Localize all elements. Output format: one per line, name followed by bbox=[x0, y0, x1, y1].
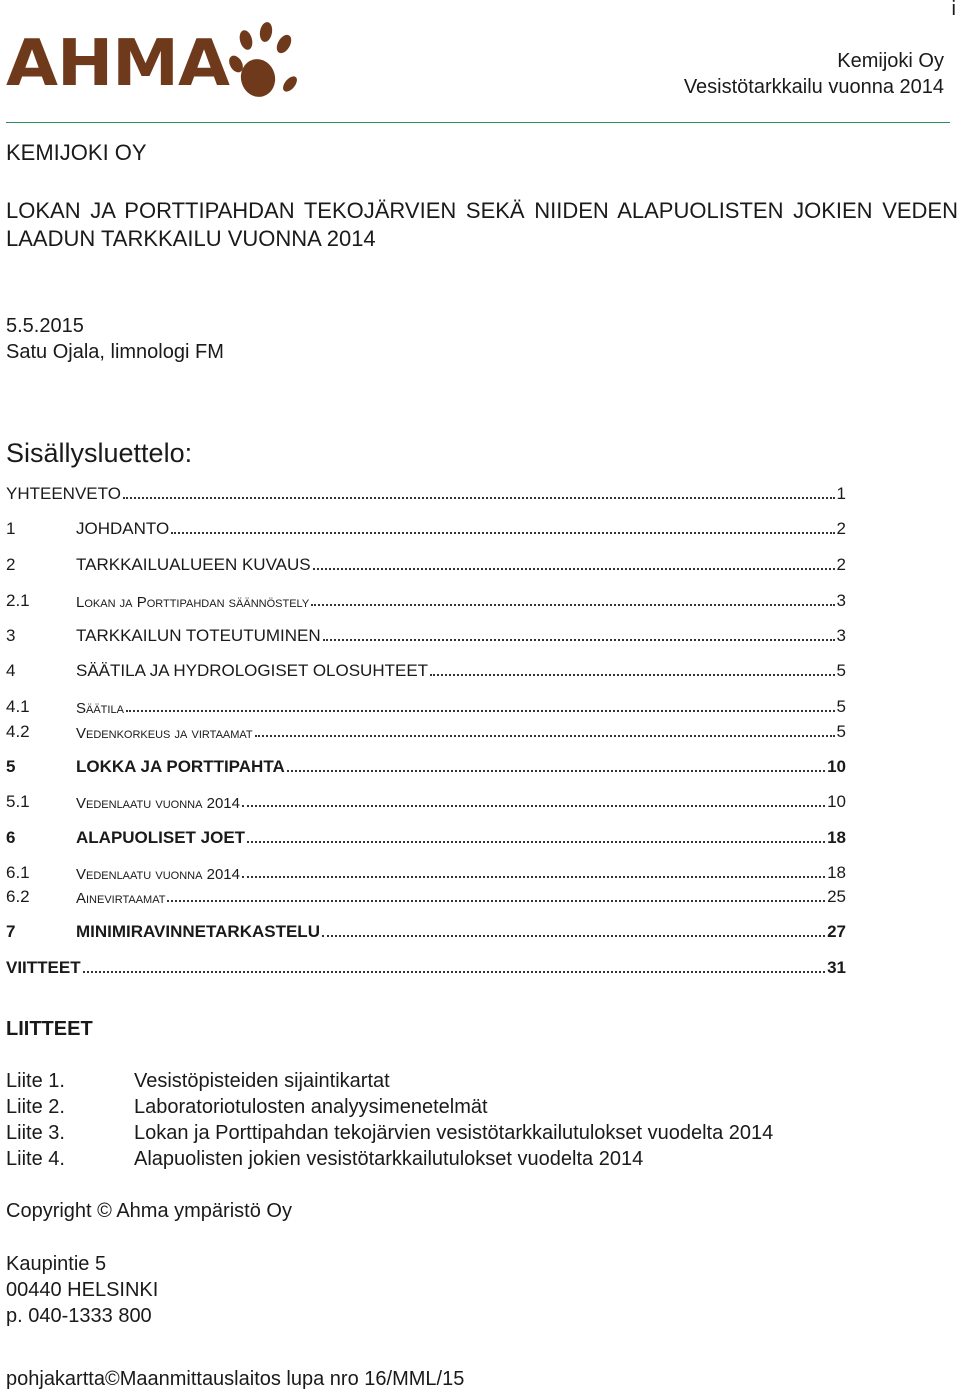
header-subtitle: Vesistötarkkailu vuonna 2014 bbox=[683, 76, 944, 98]
toc-page: 3 bbox=[836, 626, 846, 645]
toc-entry[interactable] bbox=[6, 589, 846, 611]
toc-number: 2.1 bbox=[6, 591, 30, 610]
toc-label: Vedenkorkeus ja virtaamat bbox=[76, 725, 253, 742]
toc-entry[interactable] bbox=[6, 826, 846, 848]
toc-entry[interactable] bbox=[6, 482, 846, 504]
toc-number: 4.2 bbox=[6, 722, 30, 741]
toc-page: 3 bbox=[836, 591, 846, 610]
toc-leader bbox=[167, 900, 825, 902]
toc-leader bbox=[123, 497, 835, 499]
toc-leader bbox=[287, 770, 825, 772]
appendix-item bbox=[6, 1122, 773, 1145]
appendix-item bbox=[6, 1096, 488, 1119]
appendix-item bbox=[6, 1148, 643, 1171]
toc-label: VIITTEET bbox=[6, 958, 81, 977]
address-phone: p. 040-1333 800 bbox=[6, 1305, 152, 1327]
toc-label: SÄÄTILA JA HYDROLOGISET OLOSUHTEET bbox=[76, 661, 429, 680]
toc-leader bbox=[430, 674, 834, 676]
appendices-heading: LIITTEET bbox=[6, 1018, 93, 1040]
toc-page: 31 bbox=[827, 958, 846, 977]
appendix-text: Vesistöpisteiden sijaintikartat bbox=[134, 1070, 390, 1092]
toc-entry[interactable] bbox=[6, 755, 846, 777]
toc-entry[interactable] bbox=[6, 790, 846, 812]
toc-number: 6.2 bbox=[6, 887, 30, 906]
header-company: Kemijoki Oy bbox=[837, 50, 944, 72]
toc-page: 2 bbox=[836, 519, 846, 538]
toc-entry[interactable] bbox=[6, 920, 846, 942]
toc-page: 1 bbox=[836, 484, 846, 503]
toc-leader bbox=[323, 639, 835, 641]
appendix-key: Liite 1. bbox=[6, 1070, 65, 1092]
toc-page: 18 bbox=[827, 863, 846, 882]
page-number: i bbox=[951, 0, 956, 20]
toc-entry[interactable] bbox=[6, 659, 846, 681]
toc-number: 2 bbox=[6, 555, 16, 574]
toc-label: MINIMIRAVINNETARKASTELU bbox=[76, 922, 320, 941]
report-author: Satu Ojala, limnologi FM bbox=[6, 341, 224, 363]
toc-page: 5 bbox=[836, 661, 846, 680]
appendix-text: Lokan ja Porttipahdan tekojärvien vesistötarkkailutulokset vuodelta 2014 bbox=[134, 1122, 774, 1144]
address-street: Kaupintie 5 bbox=[6, 1253, 107, 1275]
toc-number: 6 bbox=[6, 828, 16, 847]
toc-entry[interactable] bbox=[6, 720, 846, 742]
logo-text: AHMA bbox=[6, 27, 229, 101]
address-city: 00440 HELSINKI bbox=[6, 1279, 159, 1301]
toc-page: 10 bbox=[827, 792, 846, 811]
toc-leader bbox=[242, 805, 825, 807]
toc-label: Säätila bbox=[76, 700, 124, 717]
copyright: Copyright © Ahma ympäristö Oy bbox=[6, 1200, 292, 1222]
toc-leader bbox=[126, 710, 835, 712]
paw-print-icon bbox=[228, 22, 300, 104]
appendix-key: Liite 4. bbox=[6, 1148, 65, 1170]
toc-page: 25 bbox=[827, 887, 846, 906]
toc-label: Vedenlaatu vuonna 2014 bbox=[76, 866, 240, 883]
toc-label: JOHDANTO bbox=[76, 519, 170, 538]
toc-number: 6.1 bbox=[6, 863, 30, 882]
map-license-footer: pohjakartta©Maanmittauslaitos lupa nro 16/MML/15 bbox=[6, 1368, 465, 1390]
toc-page: 5 bbox=[836, 697, 846, 716]
toc-heading: Sisällysluettelo: bbox=[6, 438, 193, 468]
toc-leader bbox=[242, 876, 825, 878]
toc-page: 10 bbox=[827, 757, 846, 776]
toc-leader bbox=[247, 841, 825, 843]
appendix-text: Alapuolisten jokien vesistötarkkailutulokset vuodelta 2014 bbox=[134, 1148, 644, 1170]
toc-label: Lokan ja Porttipahdan säännöstely bbox=[76, 594, 310, 611]
toc-number: 4.1 bbox=[6, 697, 30, 716]
toc-page: 18 bbox=[827, 828, 846, 847]
toc-number: 5 bbox=[6, 757, 16, 776]
toc-leader bbox=[83, 971, 825, 973]
toc-leader bbox=[255, 735, 835, 737]
toc-label: Vedenlaatu vuonna 2014 bbox=[76, 795, 240, 812]
appendix-key: Liite 2. bbox=[6, 1096, 65, 1118]
company-name: KEMIJOKI OY bbox=[6, 140, 147, 165]
toc-label: LOKKA JA PORTTIPAHTA bbox=[76, 757, 285, 776]
toc-number: 3 bbox=[6, 626, 16, 645]
toc-number: 7 bbox=[6, 922, 16, 941]
appendix-text: Laboratoriotulosten analyysimenetelmät bbox=[134, 1096, 488, 1118]
report-date: 5.5.2015 bbox=[6, 315, 84, 337]
toc-entry[interactable] bbox=[6, 624, 846, 646]
ahma-logo bbox=[6, 22, 298, 104]
toc-entry[interactable] bbox=[6, 885, 846, 907]
toc-page: 27 bbox=[827, 922, 846, 941]
toc-number: 5.1 bbox=[6, 792, 30, 811]
toc-entry[interactable] bbox=[6, 517, 846, 539]
toc-leader bbox=[313, 568, 835, 570]
toc-number: 1 bbox=[6, 519, 16, 538]
toc-leader bbox=[322, 935, 825, 937]
header-rule bbox=[6, 122, 950, 123]
toc-entry[interactable] bbox=[6, 695, 846, 717]
toc-page: 2 bbox=[836, 555, 846, 574]
toc-label: TARKKAILUALUEEN KUVAUS bbox=[76, 555, 311, 574]
toc-entry[interactable] bbox=[6, 553, 846, 575]
toc-label: YHTEENVETO bbox=[6, 484, 121, 503]
toc-entry[interactable] bbox=[6, 861, 846, 883]
toc-number: 4 bbox=[6, 661, 16, 680]
toc-leader bbox=[171, 532, 834, 534]
toc-label: TARKKAILUN TOTEUTUMINEN bbox=[76, 626, 321, 645]
toc-page: 5 bbox=[836, 722, 846, 741]
toc-entry[interactable] bbox=[6, 956, 846, 978]
toc-leader bbox=[311, 604, 834, 606]
toc-label: ALAPUOLISET JOET bbox=[76, 828, 246, 847]
appendix-item bbox=[6, 1070, 390, 1093]
report-title: LOKAN JA PORTTIPAHDAN TEKOJÄRVIEN SEKÄ NIIDEN ALAPUOLISTEN JOKIEN VEDEN LAADUN TARKKAILU VUONNA 2014 bbox=[6, 198, 958, 251]
appendix-key: Liite 3. bbox=[6, 1122, 65, 1144]
toc-label: Ainevirtaamat bbox=[76, 890, 166, 907]
